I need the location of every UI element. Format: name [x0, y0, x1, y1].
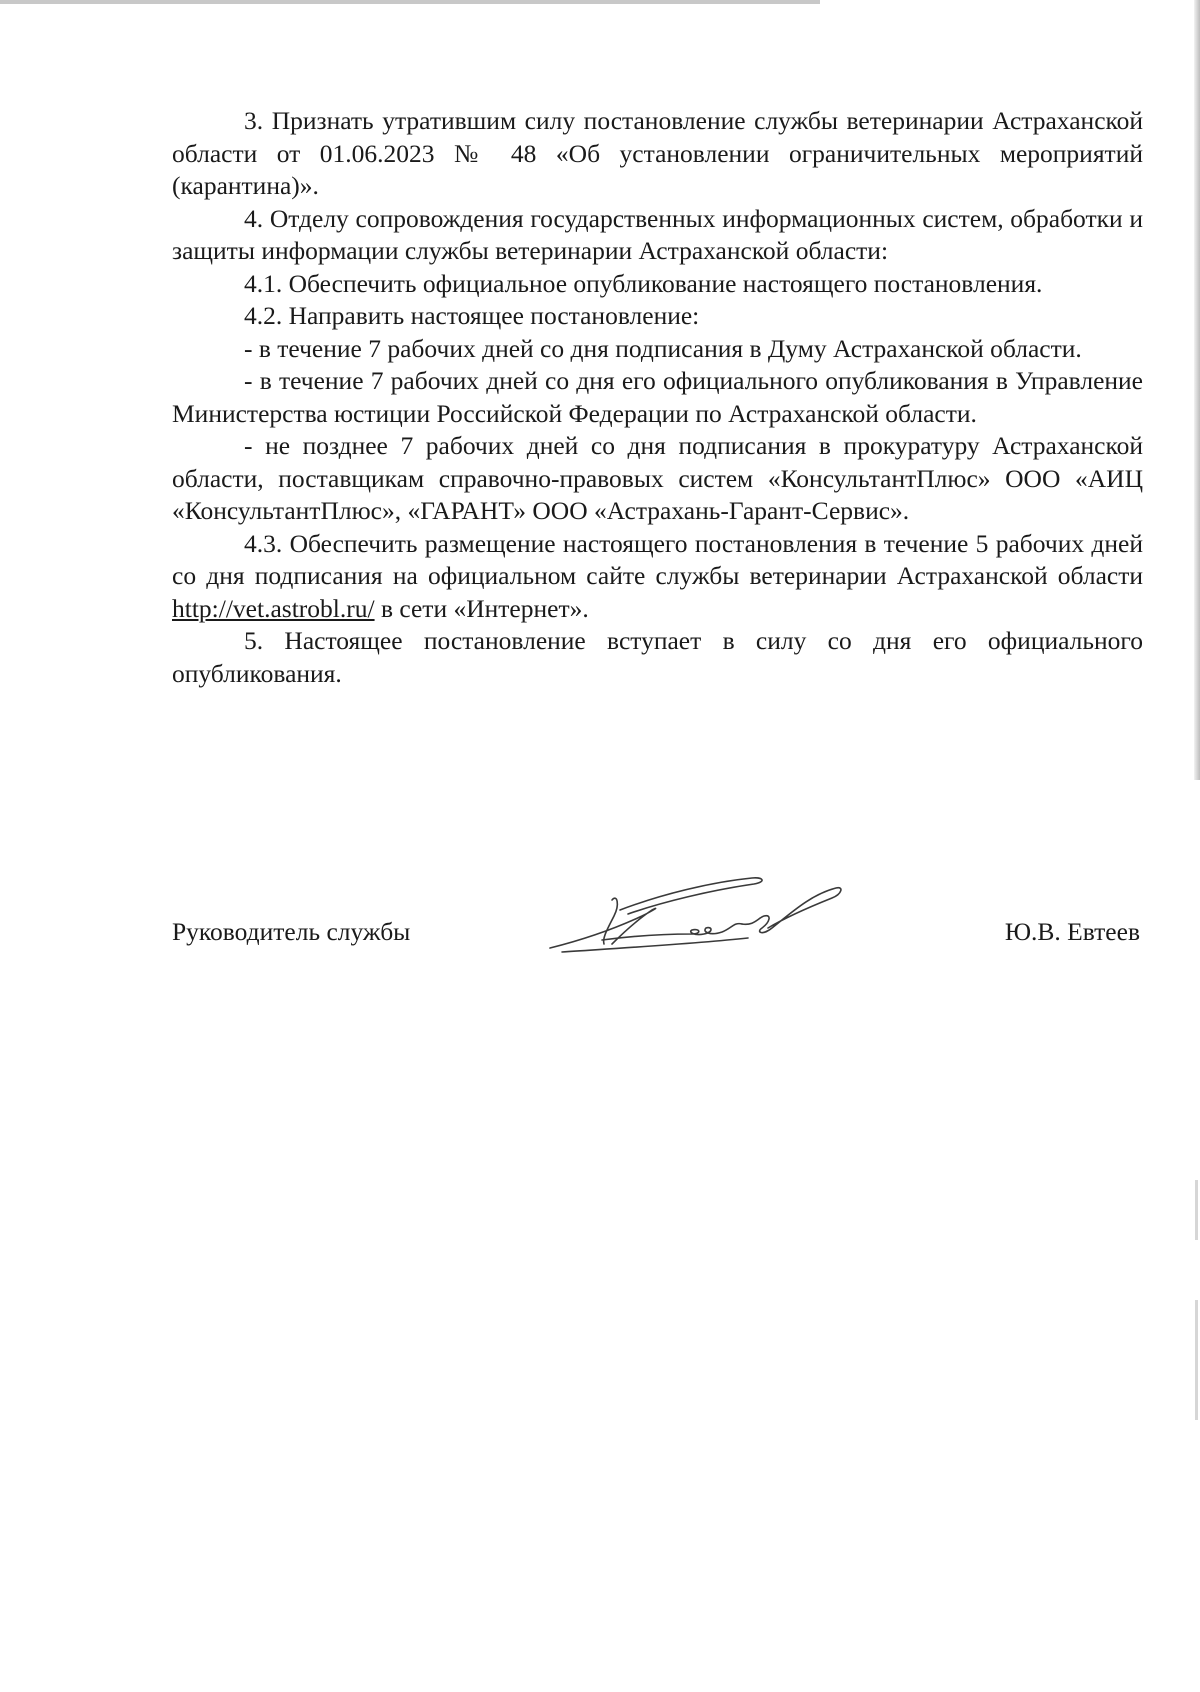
scan-edge-top: [0, 0, 820, 4]
paragraph-4-2-duma: - в течение 7 рабочих дней со дня подписания в Думу Астраханской области.: [244, 333, 1082, 363]
signer-name: Ю.В. Евтеев: [1004, 917, 1140, 946]
signature-block: [172, 905, 1140, 1005]
paragraph-3: 3. Признать утратившим силу постановление службы ветеринарии Астраханской области от 01.06.2023 № 48 «Об установлении ограничительных мероприятий (карантина)».: [172, 106, 1143, 200]
paragraph-4-3-tail: в сети «Интернет».: [374, 593, 589, 623]
paragraph-4-3: [172, 528, 1143, 626]
paragraph-4: 4. Отделу сопровождения государственных информационных систем, обработки и защиты информации службы ветеринарии Астраханской области:: [172, 203, 1143, 265]
website-link[interactable]: http://vet.astrobl.ru/: [172, 593, 375, 623]
scan-edge-right: [1194, 0, 1200, 780]
handwritten-signature: [542, 870, 852, 960]
paragraph-4-2-prosecutor: - не позднее 7 рабочих дней со дня подписания в прокуратуру Астраханской области, поставщикам справочно-правовых систем «КонсультантПлюс» ООО «АИЦ «КонсультантПлюс», «ГАРАНТ» ООО «Астрахань-Гарант-Сервис».: [172, 431, 1143, 525]
paragraph-4-2-ministry: - в течение 7 рабочих дней со дня его официального опубликования в Управление Министерства юстиции Российской Федерации по Астраханской области.: [172, 366, 1143, 428]
paragraph-4-1: 4.1. Обеспечить официальное опубликование настоящего постановления.: [244, 268, 1043, 298]
paragraph-4-2: 4.2. Направить настоящее постановление:: [244, 301, 700, 330]
scan-mark: [1195, 1300, 1198, 1420]
signer-position: Руководитель службы: [172, 917, 411, 946]
scan-mark: [1195, 1180, 1198, 1240]
document-body: [172, 105, 1143, 690]
paragraph-4-3-text: 4.3. Обеспечить размещение настоящего постановления в течение 5 рабочих дней со дня подписания на официальном сайте службы ветеринарии Астраханской области: [172, 528, 1143, 590]
paragraph-5: 5. Настоящее постановление вступает в силу со дня его официального опубликования.: [172, 626, 1143, 688]
